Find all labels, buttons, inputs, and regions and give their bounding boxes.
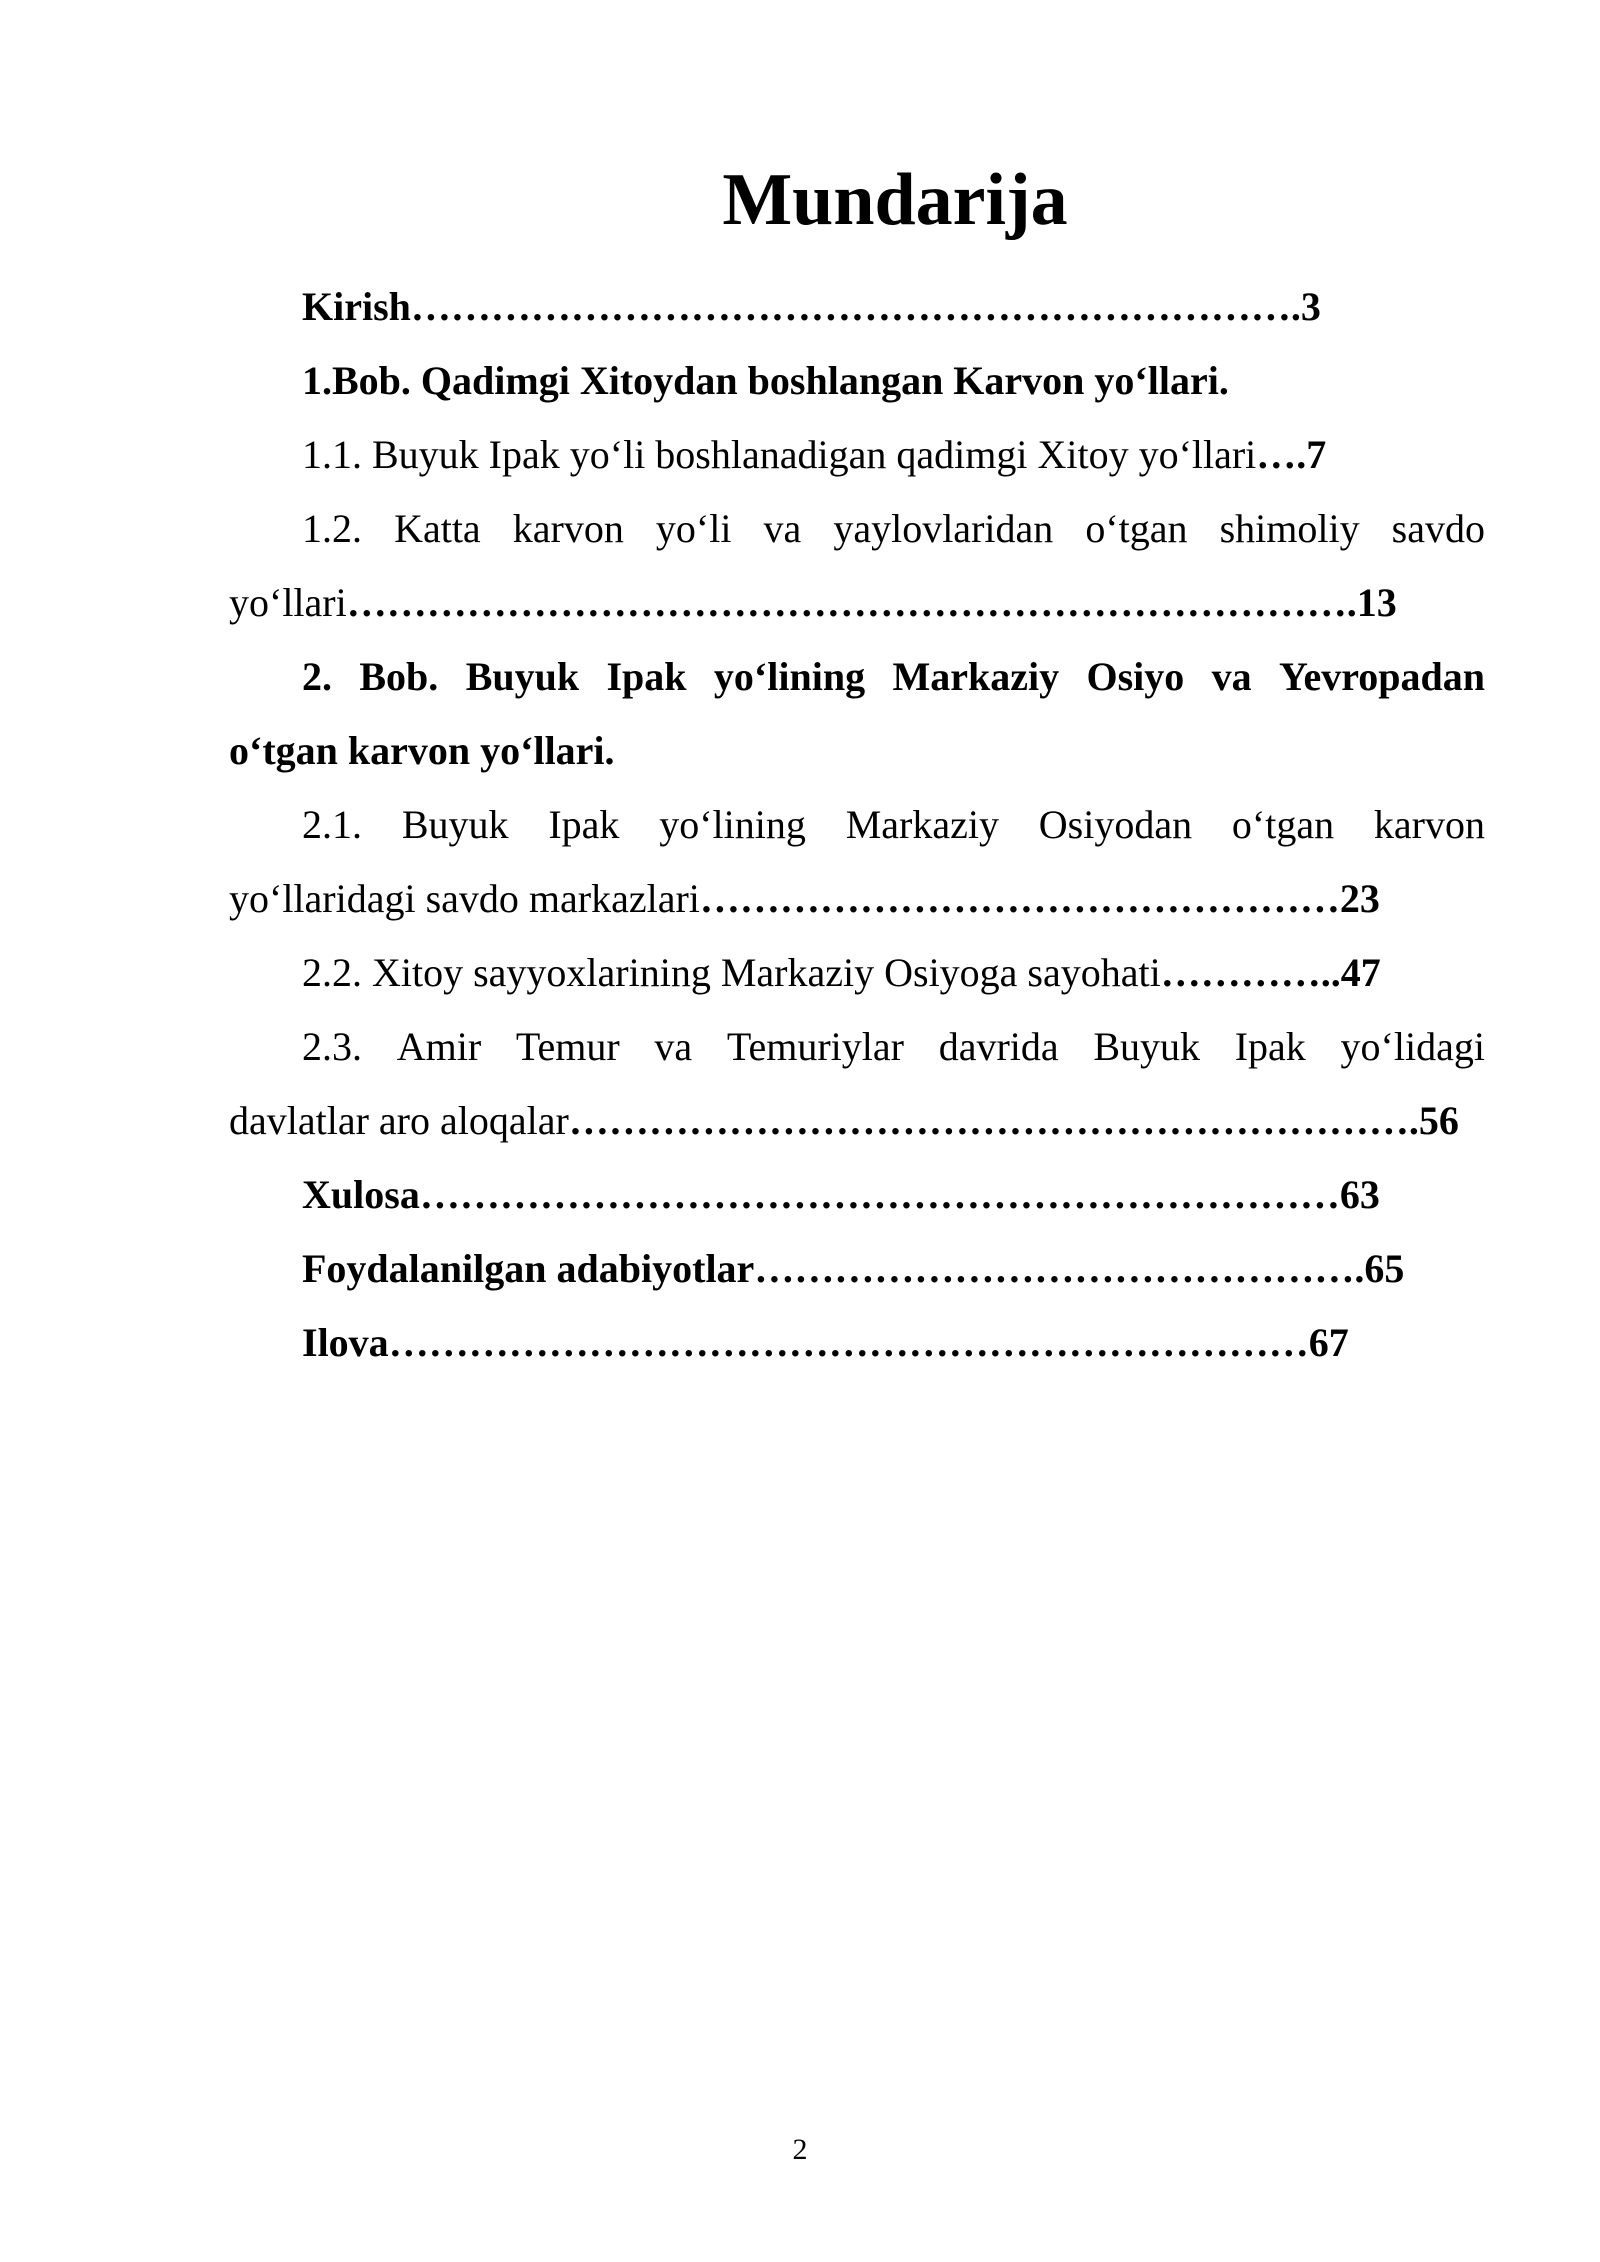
toc-word: yo‘lining [659,802,806,847]
toc-page-number: 56 [1418,1098,1459,1143]
toc-word: 2.3. [302,1024,362,1069]
toc-page-number: 23 [1339,876,1380,921]
toc-entry-chapter-2-continued[interactable] [229,714,1485,788]
toc-word: Markaziy [892,654,1060,699]
toc-entry-chapter-2[interactable] [229,640,1485,714]
toc-label: 1.1. Buyuk Ipak yo‘li boshlanadigan qadimgi Xitoy yo‘llari [302,432,1257,477]
toc-word: va [1211,654,1252,699]
toc-label: 1.Bob. Qadimgi Xitoydan boshlangan Karvon yo‘llari. [302,358,1229,403]
toc-word: Temuriylar [726,1024,904,1069]
toc-word: Temur [515,1024,620,1069]
toc-word: Bob. [359,654,439,699]
toc-leader-dots: …………………………………………………………………. [346,580,1357,625]
toc-word: savdo [1391,506,1485,551]
toc-word: yo‘lidagi [1340,1024,1485,1069]
toc-label: Ilova [302,1320,389,1365]
toc-word: 2. [302,654,332,699]
toc-label: Kirish [302,284,411,329]
toc-label: yo‘llari [229,580,347,625]
toc-leader-dots: ………………………………………………………. [568,1098,1419,1143]
toc-entry-kirish[interactable] [229,270,1485,344]
toc-page-number: 63 [1339,1172,1380,1217]
toc-word: Yevropadan [1279,654,1485,699]
toc-label: yo‘llaridagi savdo markazlari [229,876,700,921]
toc-word: 1.2. [302,506,362,551]
toc-word: Ipak [1234,1024,1306,1069]
toc-page-number: 13 [1356,580,1397,625]
toc-entry-2-3[interactable] [229,1010,1485,1084]
toc-label: Xulosa [302,1172,420,1217]
toc-word: yaylovlaridan [833,506,1054,551]
toc-word: va [654,1024,693,1069]
toc-entry-2-1[interactable] [229,788,1485,862]
toc-page-number: 3 [1300,284,1321,329]
toc-page-number: 7 [1306,432,1327,477]
toc-word: shimoliy [1219,506,1360,551]
toc-leader-dots: …………………………………………………………… [419,1172,1340,1217]
toc-page-number: 67 [1308,1320,1349,1365]
toc-word: davrida [938,1024,1059,1069]
toc-word: Ipak [548,802,620,847]
toc-word: o‘tgan [1085,506,1188,551]
toc-leader-dots: …. [1256,432,1307,477]
toc-leader-dots: ………….. [1160,950,1341,995]
toc-entry-1-1[interactable] [229,418,1485,492]
toc-entry-2-2[interactable] [229,936,1485,1010]
toc-label: Foydalanilgan adabiyotlar [302,1246,755,1291]
toc-leader-dots: …………………………………………………………… [388,1320,1309,1365]
toc-label: 2.2. Xitoy sayyoxlarining Markaziy Osiyoga sayohati [302,950,1161,995]
toc-word: Ipak [606,654,687,699]
table-of-contents [229,270,1485,1380]
toc-entry-1-2-continued[interactable] [229,566,1485,640]
toc-word: Osiyo [1086,654,1185,699]
toc-entry-2-1-continued[interactable] [229,862,1485,936]
toc-word: yo‘lining [713,654,866,699]
toc-entry-xulosa[interactable] [229,1158,1485,1232]
footer-page-number: 2 [792,2133,808,2166]
toc-word: Buyuk [465,654,580,699]
toc-leader-dots: …………………………………………………………. [410,284,1301,329]
page-title: Mundarija [722,159,1068,241]
toc-entry-adabiyotlar[interactable] [229,1232,1485,1306]
toc-entry-1-2[interactable] [229,492,1485,566]
toc-word: Markaziy [845,802,999,847]
toc-word: o‘tgan [1231,802,1335,847]
toc-word: karvon [512,506,624,551]
toc-word: 2.1. [302,802,362,847]
toc-entry-chapter-1[interactable] [229,344,1485,418]
toc-word: Osiyodan [1038,802,1193,847]
toc-word: va [763,506,802,551]
toc-word: Buyuk [401,802,509,847]
toc-word: Buyuk [1093,1024,1201,1069]
toc-label: o‘tgan karvon yo‘llari. [229,728,615,773]
toc-leader-dots: ………………………………………… [699,876,1340,921]
toc-entry-2-3-continued[interactable] [229,1084,1485,1158]
toc-page-number: 47 [1340,950,1381,995]
toc-word: yo‘li [655,506,732,551]
toc-word: karvon [1373,802,1485,847]
toc-entry-ilova[interactable] [229,1306,1485,1380]
toc-label: davlatlar aro aloqalar [229,1098,569,1143]
toc-page-number: 65 [1364,1246,1405,1291]
toc-word: Amir [396,1024,482,1069]
toc-leader-dots: ………………………………………. [754,1246,1365,1291]
toc-word: Katta [394,506,481,551]
